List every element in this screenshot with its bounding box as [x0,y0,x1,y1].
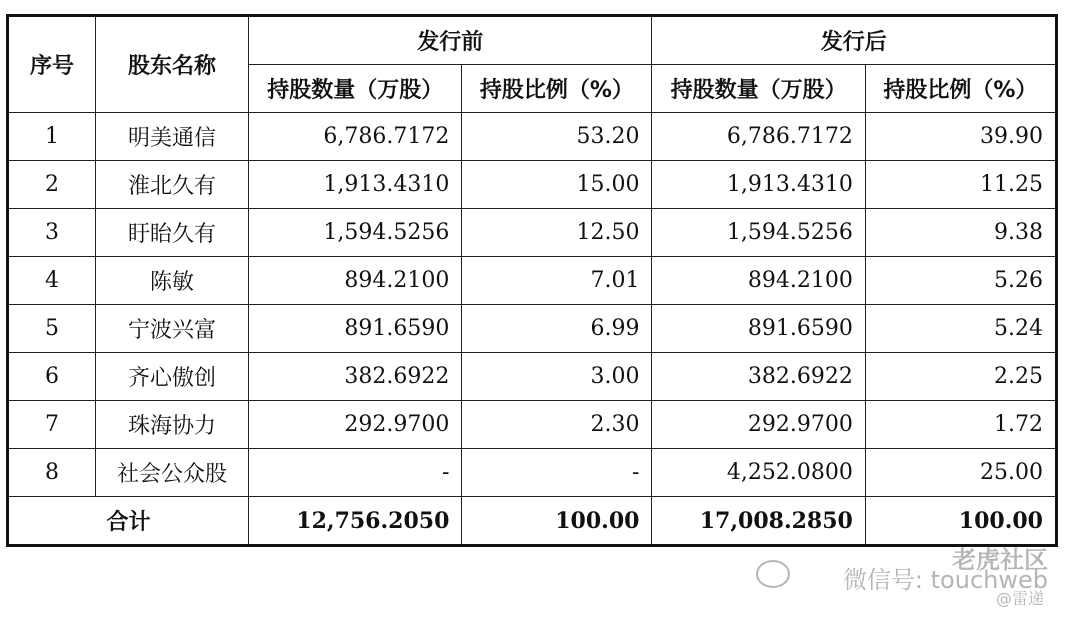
row-shareholder-name: 淮北久有 [96,161,249,209]
total-after-ratio: 100.00 [865,497,1056,546]
table-row [8,257,1057,305]
row-after-qty: 6,786.7172 [652,113,865,161]
header-seq: 序号 [8,16,96,113]
row-seq: 2 [8,161,96,209]
row-after-ratio: 39.90 [865,113,1056,161]
row-seq: 7 [8,401,96,449]
row-shareholder-name: 齐心傲创 [96,353,249,401]
table-row [8,449,1057,497]
row-before-ratio: 7.01 [462,257,652,305]
watermark-account: 微信号: touchweb [842,566,1048,594]
total-before-qty: 12,756.2050 [249,497,462,546]
header-before-ratio: 持股比例（%） [462,65,652,113]
row-after-ratio: 5.26 [865,257,1056,305]
wechat-icon [756,560,790,588]
row-before-qty: 1,594.5256 [249,209,462,257]
row-before-qty: 1,913.4310 [249,161,462,209]
header-after-issue: 发行后 [652,16,1057,65]
row-after-ratio: 9.38 [865,209,1056,257]
header-after-qty: 持股数量（万股） [652,65,865,113]
row-before-ratio: 15.00 [462,161,652,209]
row-shareholder-name: 陈敏 [96,257,249,305]
row-before-ratio: 12.50 [462,209,652,257]
row-before-qty: 292.9700 [249,401,462,449]
total-row [8,497,1057,546]
row-shareholder-name: 盱眙久有 [96,209,249,257]
row-before-qty: 891.6590 [249,305,462,353]
watermark-credit: @雷递 [995,589,1044,608]
row-seq: 6 [8,353,96,401]
row-before-qty: 894.2100 [249,257,462,305]
row-after-ratio: 2.25 [865,353,1056,401]
row-after-qty: 891.6590 [652,305,865,353]
row-before-qty: 6,786.7172 [249,113,462,161]
header-shareholder-name: 股东名称 [96,16,249,113]
table-row [8,353,1057,401]
total-after-qty: 17,008.2850 [652,497,865,546]
row-after-ratio: 11.25 [865,161,1056,209]
row-before-qty: 382.6922 [249,353,462,401]
shareholding-table [6,14,1058,547]
row-before-ratio: 6.99 [462,305,652,353]
table-row [8,113,1057,161]
table-row [8,161,1057,209]
row-after-qty: 292.9700 [652,401,865,449]
row-shareholder-name: 珠海协力 [96,401,249,449]
row-seq: 3 [8,209,96,257]
row-before-ratio: 2.30 [462,401,652,449]
row-seq: 4 [8,257,96,305]
row-shareholder-name: 社会公众股 [96,449,249,497]
table-row [8,209,1057,257]
row-after-ratio: 1.72 [865,401,1056,449]
row-shareholder-name: 宁波兴富 [96,305,249,353]
row-before-ratio: 53.20 [462,113,652,161]
row-after-qty: 1,594.5256 [652,209,865,257]
row-after-qty: 4,252.0800 [652,449,865,497]
row-before-ratio: - [462,449,652,497]
row-after-qty: 894.2100 [652,257,865,305]
row-after-qty: 1,913.4310 [652,161,865,209]
row-after-ratio: 25.00 [865,449,1056,497]
total-label: 合计 [8,497,249,546]
total-before-ratio: 100.00 [462,497,652,546]
header-after-ratio: 持股比例（%） [865,65,1056,113]
row-shareholder-name: 明美通信 [96,113,249,161]
row-after-ratio: 5.24 [865,305,1056,353]
header-before-qty: 持股数量（万股） [249,65,462,113]
row-before-ratio: 3.00 [462,353,652,401]
row-seq: 5 [8,305,96,353]
row-before-qty: - [249,449,462,497]
header-before-issue: 发行前 [249,16,652,65]
row-after-qty: 382.6922 [652,353,865,401]
table-row [8,305,1057,353]
watermark-brand: 老虎社区 [952,546,1048,574]
row-seq: 8 [8,449,96,497]
row-seq: 1 [8,113,96,161]
table-row [8,401,1057,449]
